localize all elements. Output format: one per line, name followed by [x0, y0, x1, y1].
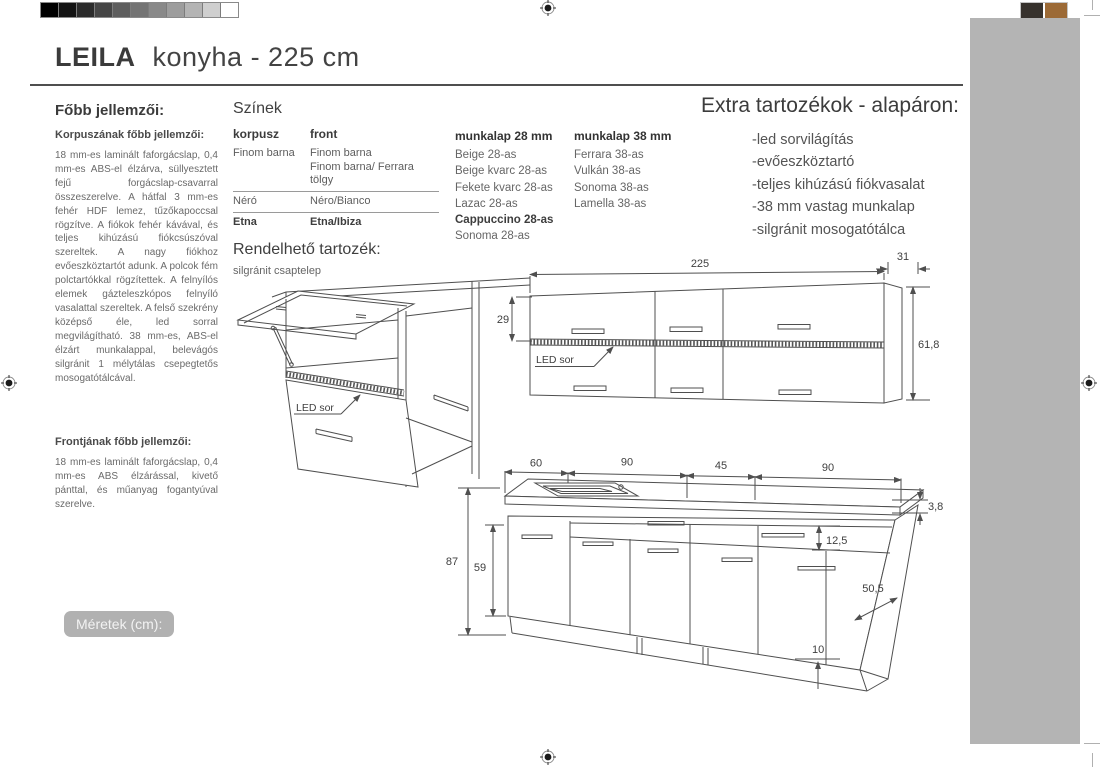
dim-depth: 31: [896, 251, 910, 263]
list-item: Beige kvarc 28-as: [455, 165, 548, 178]
grayscale-swatch: [112, 3, 130, 17]
led-row-label: LED sor: [536, 354, 574, 366]
countertop: [505, 479, 923, 515]
grayscale-swatch: [76, 3, 94, 17]
korpusz-heading: Korpuszának főbb jellemzői:: [55, 129, 205, 141]
colors-table: [233, 127, 439, 231]
extras-heading: Extra tartozékok - alapáron:: [701, 94, 959, 117]
colors-table-header: [233, 127, 439, 143]
dim-total-height: 61,8: [918, 339, 940, 351]
grayscale-swatch: [148, 3, 166, 17]
color-swatch: [1021, 3, 1043, 18]
orderable-heading: Rendelhető tartozék:: [233, 241, 381, 258]
table-row: [233, 191, 439, 210]
cell-front: [310, 147, 439, 188]
title-subtitle: konyha - 225 cm: [152, 42, 360, 72]
list-item: -led sorvilágítás: [752, 132, 854, 148]
crop-mark: [1084, 15, 1100, 16]
worktop-28-list: [455, 129, 569, 245]
crop-mark: [1084, 743, 1100, 744]
dim-total-height: 87: [445, 556, 459, 568]
korpusz-paragraph: 18 mm-es laminált faforgácslap, 0,4 mm-es ABS-el élzárva, süllyesztett fejű forgácslap-csavarral összeszerelve. A hátfal 3 mm-es fehér HDF lemez, tűzőkapoccsal rögzítve. A fiókok fehér kávával, és teljes kihúzású fiókcsúszóval szereltek. A nagy fiókhoz evőeszköztartót adunk. A polcok fém polctartókkal rögzítettek. A felnyílós elemek gázteleszkópos felnyíló vasalattal szereltek. A felső szekrény középső éle, led sorral megvilágítható. 38 mm-es, ABS-el élzárt munkalappal, belevágós silgránit 1 mélytálas csepegtetős mosogatótálcával.: [55, 150, 218, 384]
dim-drawer-height: 12,5: [826, 535, 848, 547]
list-item: Vulkán 38-as: [574, 165, 641, 178]
corner-color-swatches: [1020, 2, 1068, 19]
registration-mark-icon: [1081, 375, 1097, 391]
list-item: -silgránit mosogatótálca: [752, 221, 906, 238]
registration-mark-icon: [540, 749, 556, 765]
dim-depth: 50,5: [862, 583, 884, 595]
color-swatch: [1043, 3, 1067, 18]
dim-w4: 90: [821, 462, 835, 474]
dimensions-note-badge: Méretek (cm):: [64, 611, 174, 637]
colors-section: [233, 100, 439, 231]
dimensions-note-wrap: [64, 611, 174, 637]
col-header-front: front: [310, 127, 338, 141]
grayscale-swatch: [220, 3, 238, 17]
dim-w1: 60: [529, 457, 543, 470]
list-item: Lazac 28-as: [455, 197, 518, 210]
registration-mark-icon: [540, 0, 556, 16]
dim-top-thickness: 3,8: [928, 501, 944, 513]
cabinet-body: [508, 505, 918, 679]
list-item: -teljes kihúzású fiókvasalat: [752, 176, 925, 193]
list-item: -38 mm vastag munkalap: [752, 199, 915, 216]
colors-heading: Színek: [233, 100, 282, 117]
list-item: Sonoma 28-as: [455, 230, 530, 243]
page-title: [55, 42, 360, 73]
dim-door-height: 59: [473, 562, 487, 574]
front-heading: Frontjának főbb jellemzői:: [55, 436, 192, 448]
grayscale-strip: [40, 2, 239, 18]
title-divider: [30, 84, 963, 86]
worktop-38-heading: munkalap 38 mm: [574, 129, 672, 143]
registration-mark-icon: [1, 375, 17, 391]
grayscale-swatch: [94, 3, 112, 17]
col-header-korpusz: korpusz: [233, 127, 280, 141]
worktop-38-list: [574, 129, 684, 212]
grayscale-swatch: [202, 3, 220, 17]
features-heading: Főbb jellemzői:: [55, 102, 165, 119]
cell-front: Etna/Ibiza: [310, 215, 362, 228]
worktop-28-heading: munkalap 28 mm: [455, 129, 553, 143]
dim-upper-door-height: 29: [496, 314, 510, 326]
base-cabinet-dimension-drawing: [440, 443, 952, 719]
crop-mark: [1092, 0, 1093, 10]
cell-front-line2: Finom barna/ Ferrara tölgy: [310, 160, 414, 187]
table-row: [233, 146, 439, 189]
list-item: Fekete kvarc 28-as: [455, 181, 553, 194]
grayscale-swatch: [184, 3, 202, 17]
grayscale-swatch: [130, 3, 148, 17]
list-item: -evőeszköztartó: [752, 154, 855, 171]
list-item: Lamella 38-as: [574, 197, 647, 210]
title-product-name: LEILA: [55, 42, 136, 72]
front-paragraph: 18 mm-es laminált faforgácslap, 0,4 mm-es ABS élzárással, kivető pánttal, és műanyag fogantyúval szerelve.: [55, 457, 218, 510]
dim-plinth-height: 10: [812, 644, 825, 656]
cell-front-line1: Finom barna: [310, 146, 372, 159]
cell-korpusz: Néró: [233, 195, 257, 208]
grayscale-swatch: [58, 3, 76, 17]
extras-list: [752, 129, 924, 241]
led-row-label: LED sor: [296, 402, 334, 414]
crop-mark: [1092, 753, 1093, 767]
cell-korpusz: Etna: [233, 215, 257, 228]
cell-korpusz: Finom barna: [233, 146, 295, 159]
table-row: [233, 212, 439, 231]
dim-w2: 90: [620, 456, 634, 469]
dim-width: 225: [690, 258, 710, 270]
cell-front: Néro/Bianco: [310, 195, 371, 208]
list-item: Beige 28-as: [455, 149, 517, 161]
list-item: Sonoma 38-as: [574, 181, 649, 194]
list-item: Ferrara 38-as: [574, 149, 644, 161]
orderable-item: silgránit csaptelep: [233, 265, 322, 277]
list-item: Cappuccino 28-as: [455, 214, 554, 227]
grayscale-swatch: [41, 3, 58, 17]
grayscale-swatch: [166, 3, 184, 17]
right-gray-panel: [970, 18, 1080, 744]
wall-cabinet-dimension-drawing: [490, 250, 950, 422]
dim-w3: 45: [714, 460, 728, 472]
